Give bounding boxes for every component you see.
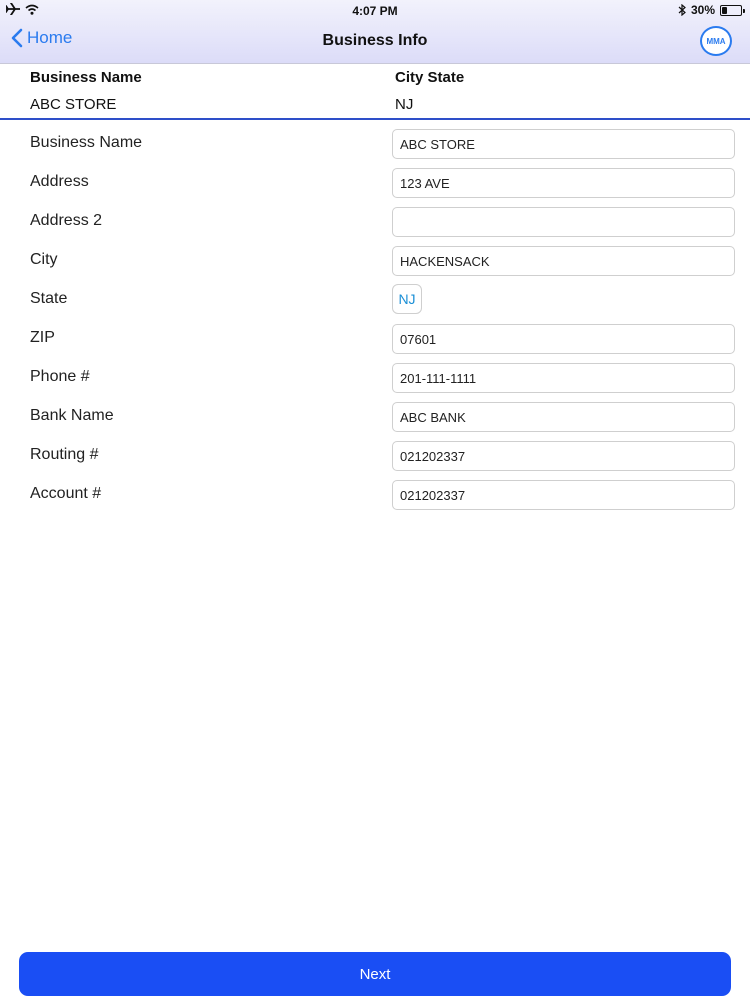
summary-business-name-value: ABC STORE [30,96,117,113]
address-2-label: Address 2 [30,212,103,229]
routing-label: Routing # [30,446,99,463]
battery-icon [720,5,742,16]
next-button[interactable]: Next [19,952,731,996]
address-2-input[interactable] [392,207,735,237]
routing-input[interactable] [392,441,735,471]
form-row-bank-name [0,398,750,436]
form-row-routing [0,437,750,475]
battery-level [722,7,727,14]
bluetooth-icon [678,4,686,16]
summary-business-name-header: Business Name [30,69,142,86]
form-row-zip [0,320,750,358]
form-row-address-2 [0,203,750,241]
state-label: State [30,290,68,307]
summary-city-state-value: NJ [395,96,414,113]
page-title: Business Info [322,32,428,49]
account-label: Account # [30,485,102,502]
form-row-address [0,164,750,202]
address-input[interactable] [392,168,735,198]
battery-percent: 30% [690,3,715,17]
city-input[interactable] [392,246,735,276]
form-row-phone [0,359,750,397]
status-time: 4:07 PM [352,4,398,18]
bank-name-label: Bank Name [30,407,114,424]
zip-label: ZIP [30,329,55,346]
state-picker-button[interactable]: NJ [392,284,422,314]
status-bar [0,0,750,22]
back-label: Home [27,28,73,47]
account-input[interactable] [392,480,735,510]
summary-city-state-header: City State [395,69,465,86]
phone-label: Phone # [30,368,90,385]
bank-name-input[interactable] [392,402,735,432]
city-label: City [30,251,58,268]
business-name-input[interactable] [392,129,735,159]
form-row-state [0,281,750,319]
app-logo[interactable]: MMA [700,26,732,56]
form-row-city [0,242,750,280]
address-label: Address [30,173,89,190]
form-row-business-name [0,125,750,163]
business-name-label: Business Name [30,134,143,151]
form-row-account [0,476,750,514]
summary-header [0,64,750,120]
zip-input[interactable] [392,324,735,354]
phone-input[interactable] [392,363,735,393]
